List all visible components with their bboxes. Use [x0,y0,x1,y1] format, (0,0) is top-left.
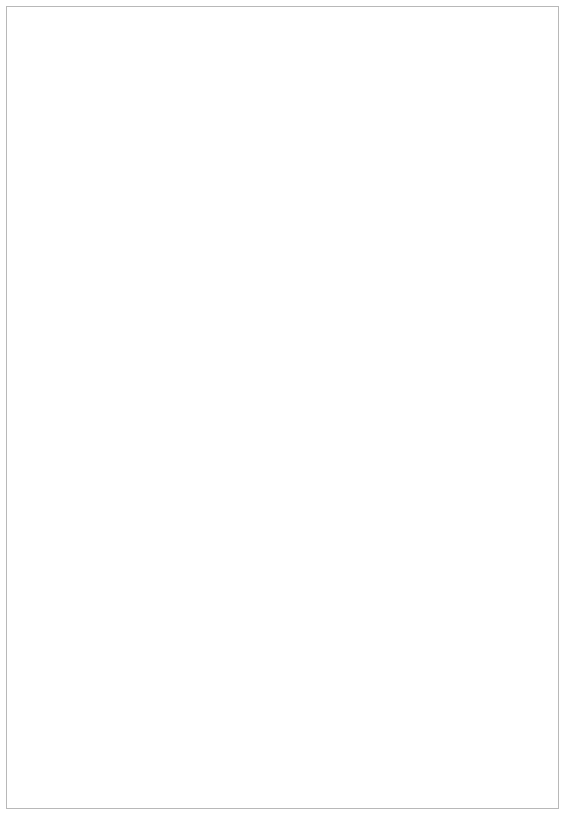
paragraph [76,179,498,199]
section-separator [76,239,498,259]
paragraph [76,219,498,239]
paragraph [76,199,498,219]
paragraph [76,159,498,179]
paragraph [76,260,498,280]
body-text [76,139,498,280]
paragraph [76,139,498,159]
book-page [6,6,559,809]
chapter-title [76,92,498,118]
page-content [76,92,498,280]
